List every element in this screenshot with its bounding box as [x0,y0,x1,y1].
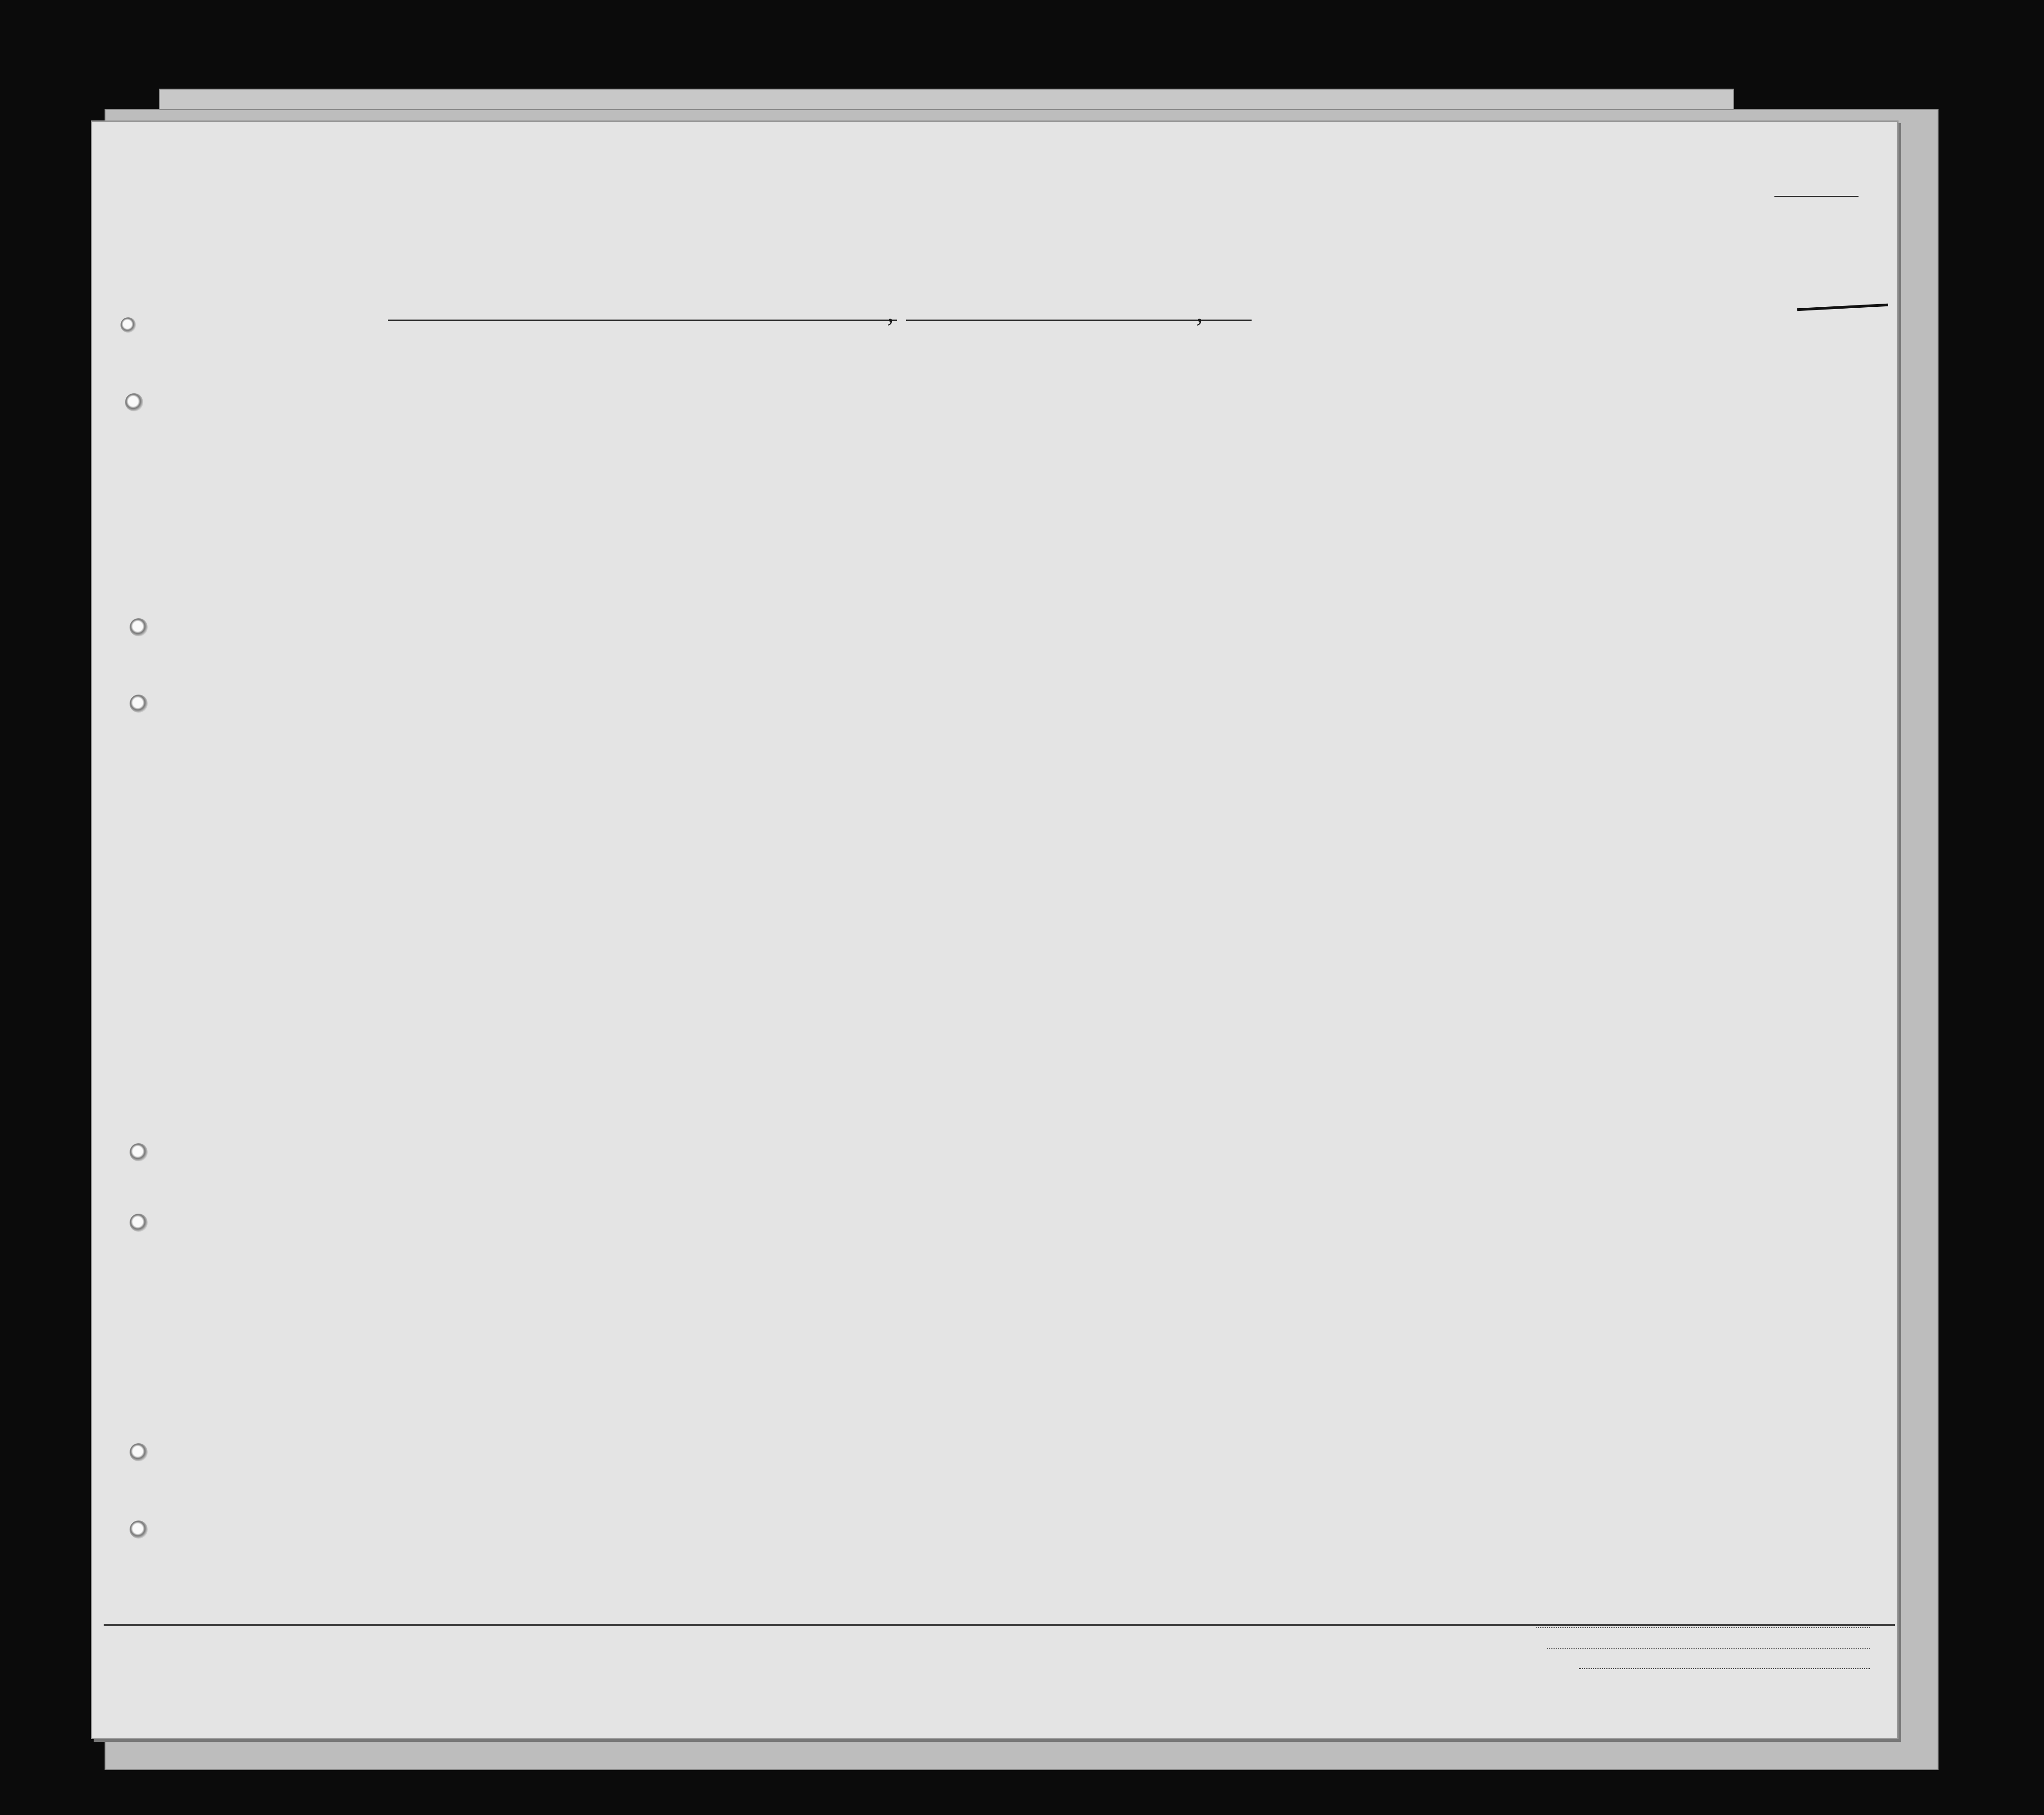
footer-line-underline [1536,1627,1870,1628]
footer-agents-underline [1579,1668,1870,1669]
manifest-table [92,122,1897,1738]
manifest-sheet [91,120,1899,1739]
comma-2: , [1196,297,1203,327]
punch-hole [130,618,148,636]
punch-hole [120,317,136,333]
punch-hole [130,1520,148,1539]
footer-owners-underline [1547,1648,1870,1649]
punch-hole [125,393,143,411]
table-bottom-line [104,1624,1895,1626]
punch-hole [130,695,148,713]
comma: , [887,297,894,327]
punch-hole [130,1443,148,1461]
punch-hole [130,1214,148,1232]
punch-hole [130,1143,148,1161]
